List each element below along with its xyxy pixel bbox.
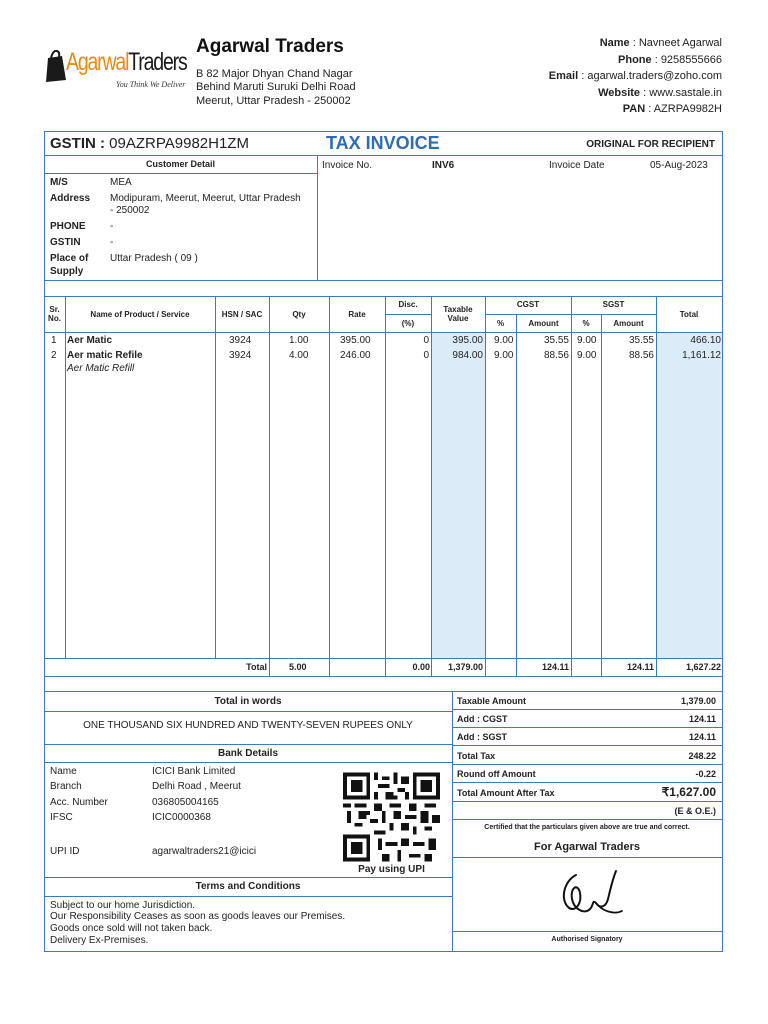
phone-value: - <box>110 221 114 232</box>
bank-name-value: ICICI Bank Limited <box>152 766 236 777</box>
contact-phone-label: Phone <box>618 53 652 66</box>
divider <box>44 280 723 281</box>
signature-image <box>556 865 626 925</box>
row-sgst-amount: 35.55 <box>628 335 654 346</box>
summary-sgst-value: 124.11 <box>688 732 716 742</box>
row-cgst-pct: 9.00 <box>494 335 514 346</box>
phone-label: PHONE <box>50 221 86 232</box>
summary-taxable-row <box>452 691 722 710</box>
divider <box>44 332 723 333</box>
row-disc: 0 <box>423 335 429 346</box>
summary-eoe: (E & O.E.) <box>674 806 716 816</box>
contact-website-row: Website : www.sastale.in <box>598 86 722 99</box>
summary-total-tax-row <box>452 746 722 765</box>
divider <box>44 896 452 897</box>
divider <box>452 931 722 932</box>
contact-name: Navneet Agarwal <box>638 37 722 49</box>
total-in-words-heading: Total in words <box>214 696 282 707</box>
divider <box>452 857 722 858</box>
table-row <box>44 335 723 350</box>
invoice-title: TAX INVOICE <box>326 133 440 153</box>
row-product-name: Aer matic Refile <box>67 350 143 361</box>
divider <box>485 314 656 315</box>
customer-gstin-label: GSTIN <box>50 237 81 248</box>
totals-cgst: 124.11 <box>541 662 569 672</box>
upi-id-label: UPI ID <box>50 846 80 857</box>
header-taxable-line1: Taxable <box>443 305 473 314</box>
header-cgst: CGST <box>516 300 540 309</box>
row-product-name: Aer Matic <box>67 335 113 346</box>
divider <box>317 155 318 280</box>
row-hsn: 3924 <box>229 335 252 346</box>
company-logo <box>44 44 186 94</box>
invoice-date-value: 05-Aug-2023 <box>650 160 708 171</box>
place-of-supply-label-2: Supply <box>50 266 84 277</box>
row-product-desc: Aer Matic Refill <box>67 363 135 374</box>
company-contact-block <box>422 35 722 118</box>
contact-email[interactable]: agarwal.traders@zoho.com <box>587 70 722 82</box>
row-total: 1,161.12 <box>682 350 721 361</box>
address-line1: Modipuram, Meerut, Meerut, Uttar Pradesh <box>110 193 301 204</box>
totals-sgst: 124.11 <box>626 662 654 672</box>
summary-sgst-label: Add : SGST <box>457 732 507 742</box>
row-rate: 246.00 <box>340 350 371 361</box>
row-qty: 4.00 <box>289 350 309 361</box>
summary-after-tax-row <box>452 783 722 802</box>
total-column-shade <box>656 333 722 659</box>
ms-value: MEA <box>110 177 132 188</box>
summary-total-tax-value: 248.22 <box>688 751 716 761</box>
divider <box>44 296 723 297</box>
logo-text-agarwal: Agarwal <box>66 48 129 76</box>
upi-qr-code[interactable] <box>343 772 440 862</box>
row-rate: 395.00 <box>340 335 371 346</box>
bank-ifsc-label: IFSC <box>50 812 73 823</box>
header-sr <box>44 305 65 323</box>
summary-roundoff-value: -0.22 <box>695 769 716 779</box>
summary-sgst-row <box>452 728 722 746</box>
bank-name-label: Name <box>50 766 77 777</box>
row-sgst-pct: 9.00 <box>577 335 597 346</box>
totals-row <box>44 662 723 676</box>
row-sgst-pct: 9.00 <box>577 350 597 361</box>
row-cgst-amount: 35.55 <box>543 335 569 346</box>
row-total: 466.10 <box>690 335 721 346</box>
certified-note: Certified that the particulars given above are true and correct. <box>484 824 690 831</box>
contact-name-row: Name : Navneet Agarwal <box>599 37 722 49</box>
header-hsn: HSN / SAC <box>221 310 263 319</box>
summary-eoe-row <box>452 802 722 820</box>
bank-branch-label: Branch <box>50 781 82 792</box>
totals-label: Total <box>246 662 267 672</box>
summary-roundoff-label: Round off Amount <box>457 769 536 779</box>
contact-pan-row: PAN : AZRPA9982H <box>622 103 722 115</box>
totals-qty: 5.00 <box>289 662 307 672</box>
divider <box>385 314 431 315</box>
authorised-signatory: Authorised Signatory <box>551 936 623 943</box>
contact-name-label: Name <box>599 37 630 49</box>
address-label: Address <box>50 193 91 204</box>
contact-email-row: Email : agarwal.traders@zoho.com <box>548 70 722 82</box>
logo-text-traders: Traders <box>128 48 187 76</box>
table-row <box>44 350 723 378</box>
terms-line: Our Responsibility Ceases as soon as goods leaves our Premises. <box>50 911 346 922</box>
contact-phone-row: Phone : 9258555666 <box>618 53 722 66</box>
divider <box>44 155 723 156</box>
row-qty: 1.00 <box>289 335 309 346</box>
row-taxable: 984.00 <box>452 350 483 361</box>
divider <box>44 658 723 659</box>
summary-total-tax-label: Total Tax <box>457 751 496 761</box>
invoice-no-label: Invoice No. <box>322 160 373 171</box>
place-of-supply-label: Place of <box>50 253 89 264</box>
header-sr-line2: No. <box>48 314 61 323</box>
summary-after-tax-value: ₹1,627.00 <box>661 785 716 799</box>
header-disc-pct: (%) <box>401 319 415 328</box>
taxable-column-shade <box>431 333 485 659</box>
contact-email-label: Email <box>548 70 579 82</box>
ms-label: M/S <box>50 177 68 188</box>
invoice-no-value: INV6 <box>432 160 455 171</box>
qr-code-icon <box>343 772 440 862</box>
terms-line: Subject to our home Jurisdiction. <box>50 900 196 911</box>
customer-gstin-value: - <box>110 237 114 248</box>
gstin-label: GSTIN : <box>50 135 105 152</box>
header-cgst-pct: % <box>496 319 505 328</box>
divider <box>44 744 452 745</box>
totals-grand: 1,627.22 <box>685 662 721 672</box>
company-name: Agarwal Traders <box>196 36 344 57</box>
row-cgst-amount: 88.56 <box>543 350 569 361</box>
summary-cgst-value: 124.11 <box>688 714 716 724</box>
header-taxable-line2: Value <box>447 314 469 323</box>
invoice-date-label: Invoice Date <box>549 160 605 171</box>
row-sgst-amount: 88.56 <box>628 350 654 361</box>
divider <box>44 877 452 878</box>
invoice-copy-label: ORIGINAL FOR RECIPIENT <box>586 139 715 150</box>
header-product-name: Name of Product / Service <box>90 310 190 319</box>
header-sgst: SGST <box>602 300 625 309</box>
qr-caption: Pay using UPI <box>358 864 425 875</box>
summary-after-tax-label: Total Amount After Tax <box>457 788 555 798</box>
bank-branch-value: Delhi Road , Meerut <box>152 781 241 792</box>
contact-pan-label: PAN <box>622 103 646 115</box>
gstin-value: 09AZRPA9982H1ZM <box>109 135 249 152</box>
row-taxable: 395.00 <box>452 335 483 346</box>
summary-roundoff-row <box>452 765 722 783</box>
header-sgst-pct: % <box>582 319 590 328</box>
summary-taxable-value: 1,379.00 <box>680 696 716 706</box>
header-rate: Rate <box>348 310 366 319</box>
header-sgst-amount: Amount <box>613 319 644 328</box>
bank-ifsc-value: ICIC0000368 <box>152 812 211 823</box>
totals-disc: 0.00 <box>412 662 430 672</box>
company-address-line2: Behind Maruti Suruki Delhi Road <box>196 81 356 93</box>
gstin-row <box>50 135 249 152</box>
summary-block <box>452 691 722 952</box>
contact-pan: AZRPA9982H <box>653 103 722 115</box>
upi-id-value: agarwaltraders21@icici <box>152 846 257 857</box>
bank-details-heading: Bank Details <box>217 748 279 759</box>
address-line2: - 250002 <box>110 205 150 216</box>
header-qty: Qty <box>292 310 306 319</box>
for-company-label: For Agarwal Traders <box>534 841 640 853</box>
row-cgst-pct: 9.00 <box>494 350 514 361</box>
divider <box>44 762 452 763</box>
contact-website[interactable]: www.sastale.in <box>649 86 722 99</box>
company-address-line1: B 82 Major Dhyan Chand Nagar <box>196 68 353 80</box>
total-in-words-value: ONE THOUSAND SIX HUNDRED AND TWENTY-SEVEN RUPEES ONLY <box>83 720 413 731</box>
summary-taxable-label: Taxable Amount <box>457 696 527 706</box>
header-cgst-amount: Amount <box>528 319 559 328</box>
terms-line: Goods once sold will not taken back. <box>50 923 213 934</box>
bank-acc-value: 036805004165 <box>152 797 219 808</box>
terms-line: Delivery Ex-Premises. <box>50 935 149 946</box>
divider <box>44 173 317 174</box>
header-disc: Disc. <box>398 300 418 309</box>
divider <box>44 676 723 677</box>
terms-heading: Terms and Conditions <box>195 881 301 892</box>
divider <box>44 711 452 712</box>
header-taxable <box>431 305 485 323</box>
place-of-supply-value: Uttar Pradesh ( 09 ) <box>110 253 198 264</box>
header-sr-line1: Sr. <box>49 305 60 314</box>
customer-detail-heading: Customer Detail <box>145 159 216 169</box>
header-total: Total <box>679 310 699 319</box>
row-sr: 2 <box>51 350 57 361</box>
company-address-line3: Meerut, Uttar Pradesh - 250002 <box>196 95 351 107</box>
summary-cgst-row <box>452 710 722 728</box>
contact-phone: 9258555666 <box>660 53 722 66</box>
row-sr: 1 <box>51 335 57 346</box>
shopping-bag-icon <box>44 48 66 84</box>
row-hsn: 3924 <box>229 350 252 361</box>
row-disc: 0 <box>423 350 429 361</box>
logo-tagline: You Think We Deliver <box>116 80 186 89</box>
summary-cgst-label: Add : CGST <box>457 714 508 724</box>
totals-taxable: 1,379.00 <box>447 662 483 672</box>
bank-acc-label: Acc. Number <box>50 797 108 808</box>
contact-website-label: Website <box>598 86 641 99</box>
